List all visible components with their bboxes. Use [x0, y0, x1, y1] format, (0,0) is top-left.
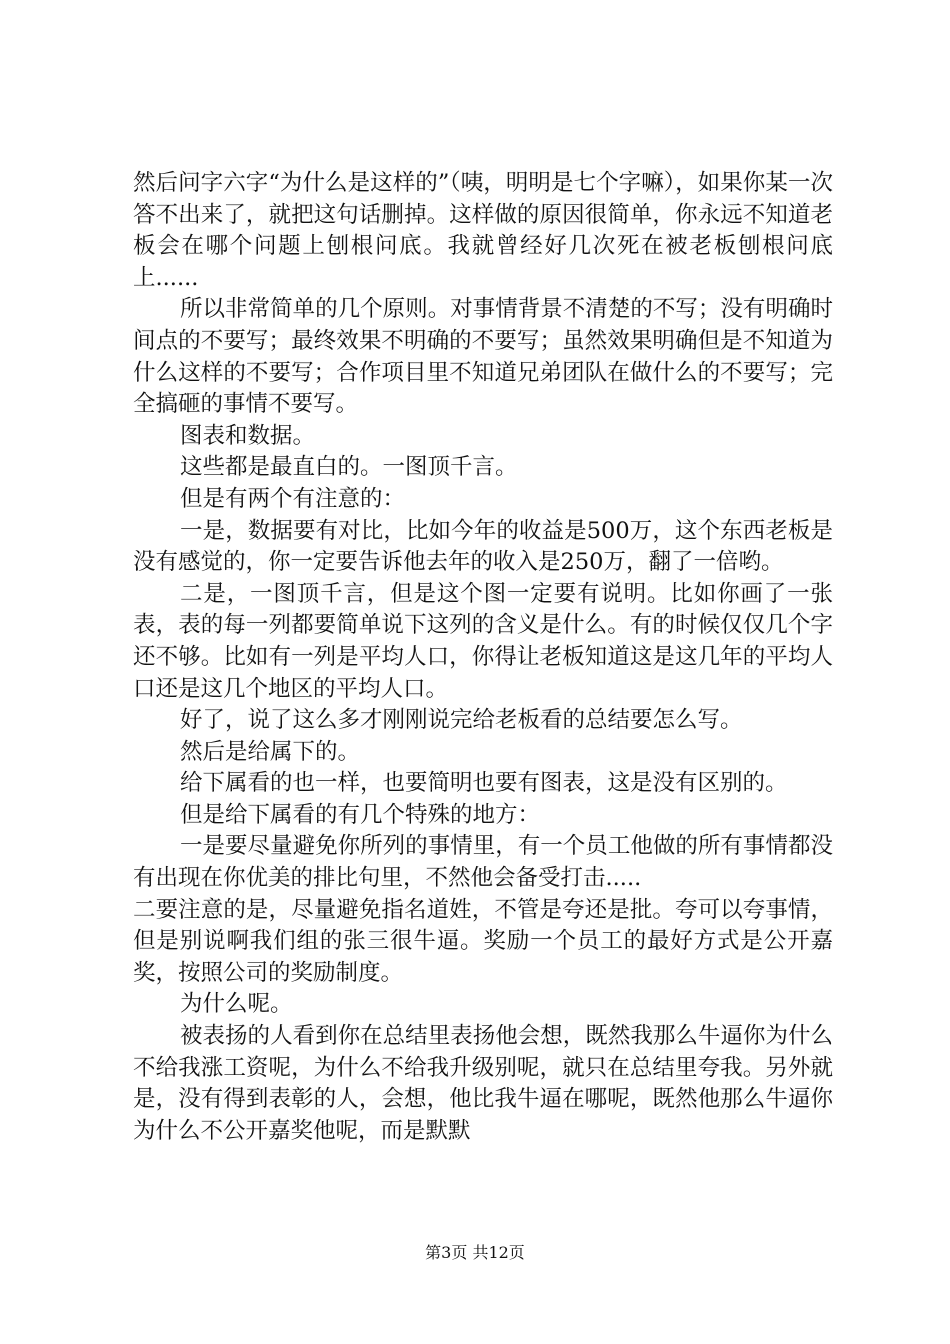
paragraph: 但是有两个有注意的：	[180, 485, 406, 512]
paragraph: 一是，数据要有对比，比如今年的收益是500万，这个东西老板是没有感觉的，你一定要告诉他去年的收入是250万，翻了一倍哟。	[133, 517, 833, 576]
paragraph: 一是要尽量避免你所列的事情里，有一个员工他做的所有事情都没有出现在你优美的排比句里，不然他会备受打击.....	[133, 833, 833, 892]
paragraph: 这些都是最直白的。一图顶千言。	[180, 454, 518, 481]
paragraph: 然后是给属下的。	[180, 738, 361, 765]
paragraph: 二要注意的是，尽量避免指名道姓，不管是夸还是批。夸可以夸事情，但是别说啊我们组的张三很牛逼。奖励一个员工的最好方式是公开嘉奖，按照公司的奖励制度。	[133, 896, 833, 986]
paragraph: 但是给下属看的有几个特殊的地方：	[180, 801, 541, 828]
paragraph: 二是，一图顶千言，但是这个图一定要有说明。比如你画了一张表，表的每一列都要简单说下这列的含义是什么。有的时候仅仅几个字还不够。比如有一列是平均人口，你得让老板知道这是这几年的平均人口还是这几个地区的平均人口。	[133, 580, 833, 702]
paragraph: 所以非常简单的几个原则。对事情背景不清楚的不写；没有明确时间点的不要写；最终效果不明确的不要写；虽然效果明确但是不知道为什么这样的不要写；合作项目里不知道兄弟团队在做什么的不要写；完全搞砸的事情不要写。	[133, 296, 833, 418]
paragraph: 给下属看的也一样，也要简明也要有图表，这是没有区别的。	[180, 770, 788, 797]
document-body	[133, 168, 833, 1147]
paragraph: 为什么呢。	[180, 991, 293, 1018]
paragraph: 然后问字六字“为什么是这样的”（咦，明明是七个字嘛），如果你某一次答不出来了，就把这句话删掉。这样做的原因很简单，你永远不知道老板会在哪个问题上刨根问底。我就曾经好几次死在被老板刨根问底上......	[133, 170, 833, 291]
paragraph: 被表扬的人看到你在总结里表扬他会想，既然我那么牛逼你为什么不给我涨工资呢，为什么不给我升级别呢，就只在总结里夸我。另外就是，没有得到表彰的人，会想，他比我牛逼在哪呢，既然他那么牛逼你为什么不公开嘉奖他呢，而是默默	[133, 1023, 833, 1144]
paragraph: 好了，说了这么多才刚刚说完给老板看的总结要怎么写。	[180, 707, 743, 734]
paragraph: 图表和数据。	[180, 422, 316, 449]
page-footer: 第3页 共12页	[425, 1243, 525, 1262]
